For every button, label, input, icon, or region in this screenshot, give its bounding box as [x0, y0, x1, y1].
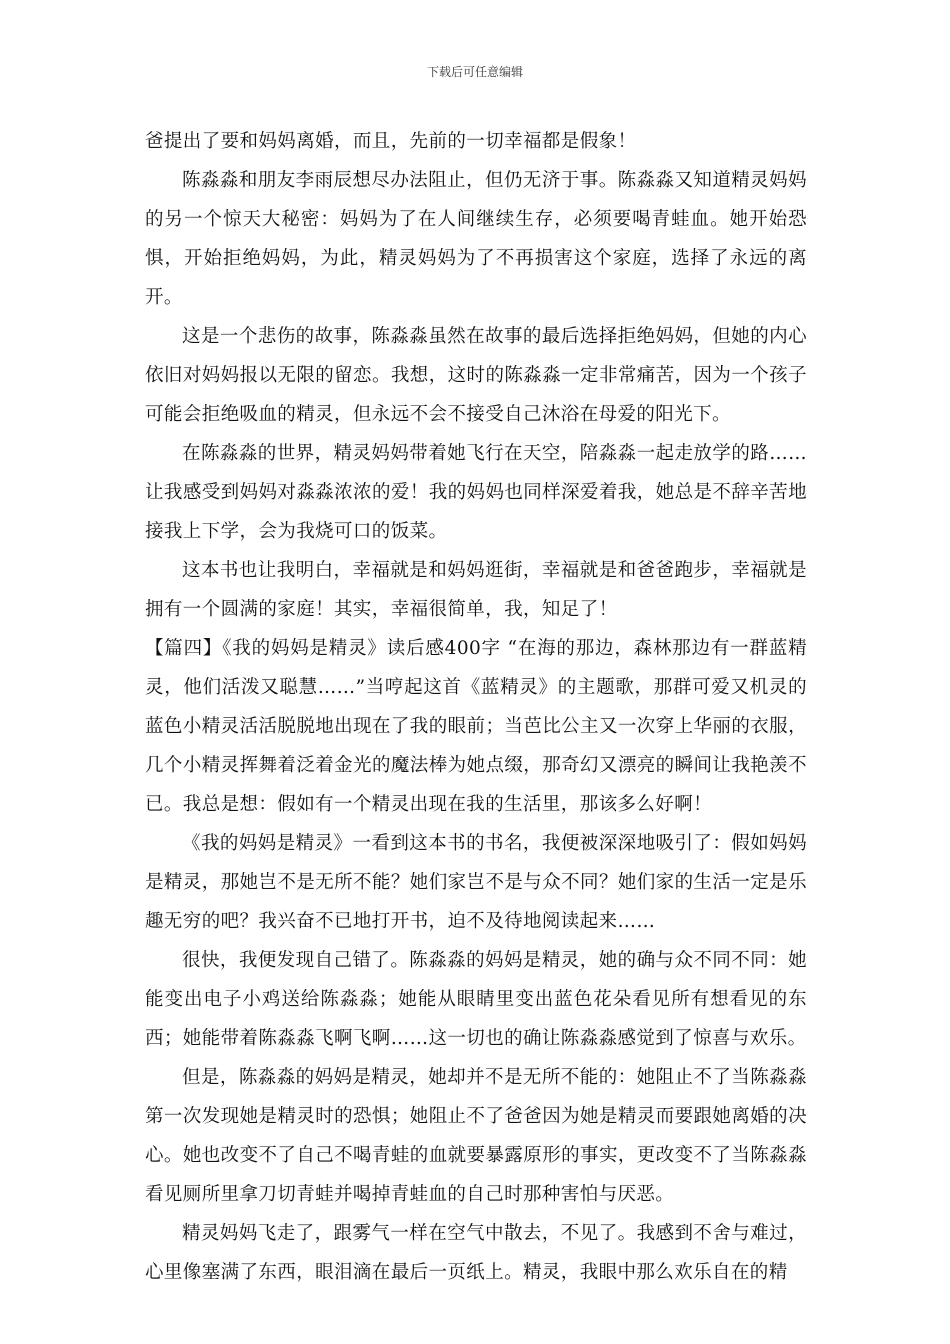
paragraph: 陈淼淼和朋友李雨辰想尽办法阻止，但仍无济于事。陈淼淼又知道精灵妈妈的另一个惊天大秘密：妈妈为了在人间继续生存，必须要喝青蛙血。她开始恐惧，开始拒绝妈妈，为此，精灵妈妈为了不再损害这个家庭，选择了永远的离开。	[145, 170, 807, 308]
paragraph: 《我的妈妈是精灵》一看到这本书的书名，我便被深深地吸引了：假如妈妈是精灵，那她岂不是无所不能？她们家岂不是与众不同？她们家的生活一定是乐趣无穷的吧？我兴奋不已地打开书，迫不及待地阅读起来……	[145, 833, 807, 932]
paragraph: 在陈淼淼的世界，精灵妈妈带着她飞行在天空，陪淼淼一起走放学的路……让我感受到妈妈对淼淼浓浓的爱！我的妈妈也同样深爱着我，她总是不辞辛苦地接我上下学，会为我烧可口的饭菜。	[145, 443, 807, 542]
paragraph: 这本书也让我明白，幸福就是和妈妈逛街，幸福就是和爸爸跑步，幸福就是拥有一个圆满的家庭！其实，幸福很简单，我，知足了！	[145, 560, 807, 620]
page-header: 下载后可任意编辑	[426, 65, 523, 79]
document-body	[145, 122, 807, 1292]
paragraph: 精灵妈妈飞走了，跟雾气一样在空气中散去，不见了。我感到不舍与难过，心里像塞满了东西，眼泪滴在最后一页纸上。精灵，我眼中那么欢乐自在的精	[145, 1223, 807, 1283]
paragraph: 这是一个悲伤的故事，陈淼淼虽然在故事的最后选择拒绝妈妈，但她的内心依旧对妈妈报以无限的留恋。我想，这时的陈淼淼一定非常痛苦，因为一个孩子可能会拒绝吸血的精灵，但永远不会不接受自己沐浴在母爱的阳光下。	[145, 326, 807, 425]
section-heading-paragraph: 【篇四】《我的妈妈是精灵》读后感400字 “在海的那边，森林那边有一群蓝精灵，他们活泼又聪慧……”当哼起这首《蓝精灵》的主题歌，那群可爱又机灵的蓝色小精灵活活脱脱地出现在了我的眼前；当芭比公主又一次穿上华丽的衣服，几个小精灵挥舞着泛着金光的魔法棒为她点缀，那奇幻又漂亮的瞬间让我艳羡不已。我总是想：假如有一个精灵出现在我的生活里，那该多么好啊！	[145, 638, 807, 815]
paragraph-continuation: 爸提出了要和妈妈离婚，而且，先前的一切幸福都是假象！	[145, 131, 637, 152]
paragraph: 很快，我便发现自己错了。陈淼淼的妈妈是精灵，她的确与众不同不同：她能变出电子小鸡送给陈淼淼；她能从眼睛里变出蓝色花朵看见所有想看见的东西；她能带着陈淼淼飞啊飞啊……这一切也的确让陈淼淼感觉到了惊喜与欢乐。	[145, 950, 807, 1049]
paragraph: 但是，陈淼淼的妈妈是精灵，她却并不是无所不能的：她阻止不了当陈淼淼第一次发现她是精灵时的恐惧；她阻止不了爸爸因为她是精灵而要跟她离婚的决心。她也改变不了自己不喝青蛙的血就要暴露原形的事实，更改变不了当陈淼淼看见厕所里拿刀切青蛙并喝掉青蛙血的自己时那种害怕与厌恶。	[145, 1067, 807, 1205]
